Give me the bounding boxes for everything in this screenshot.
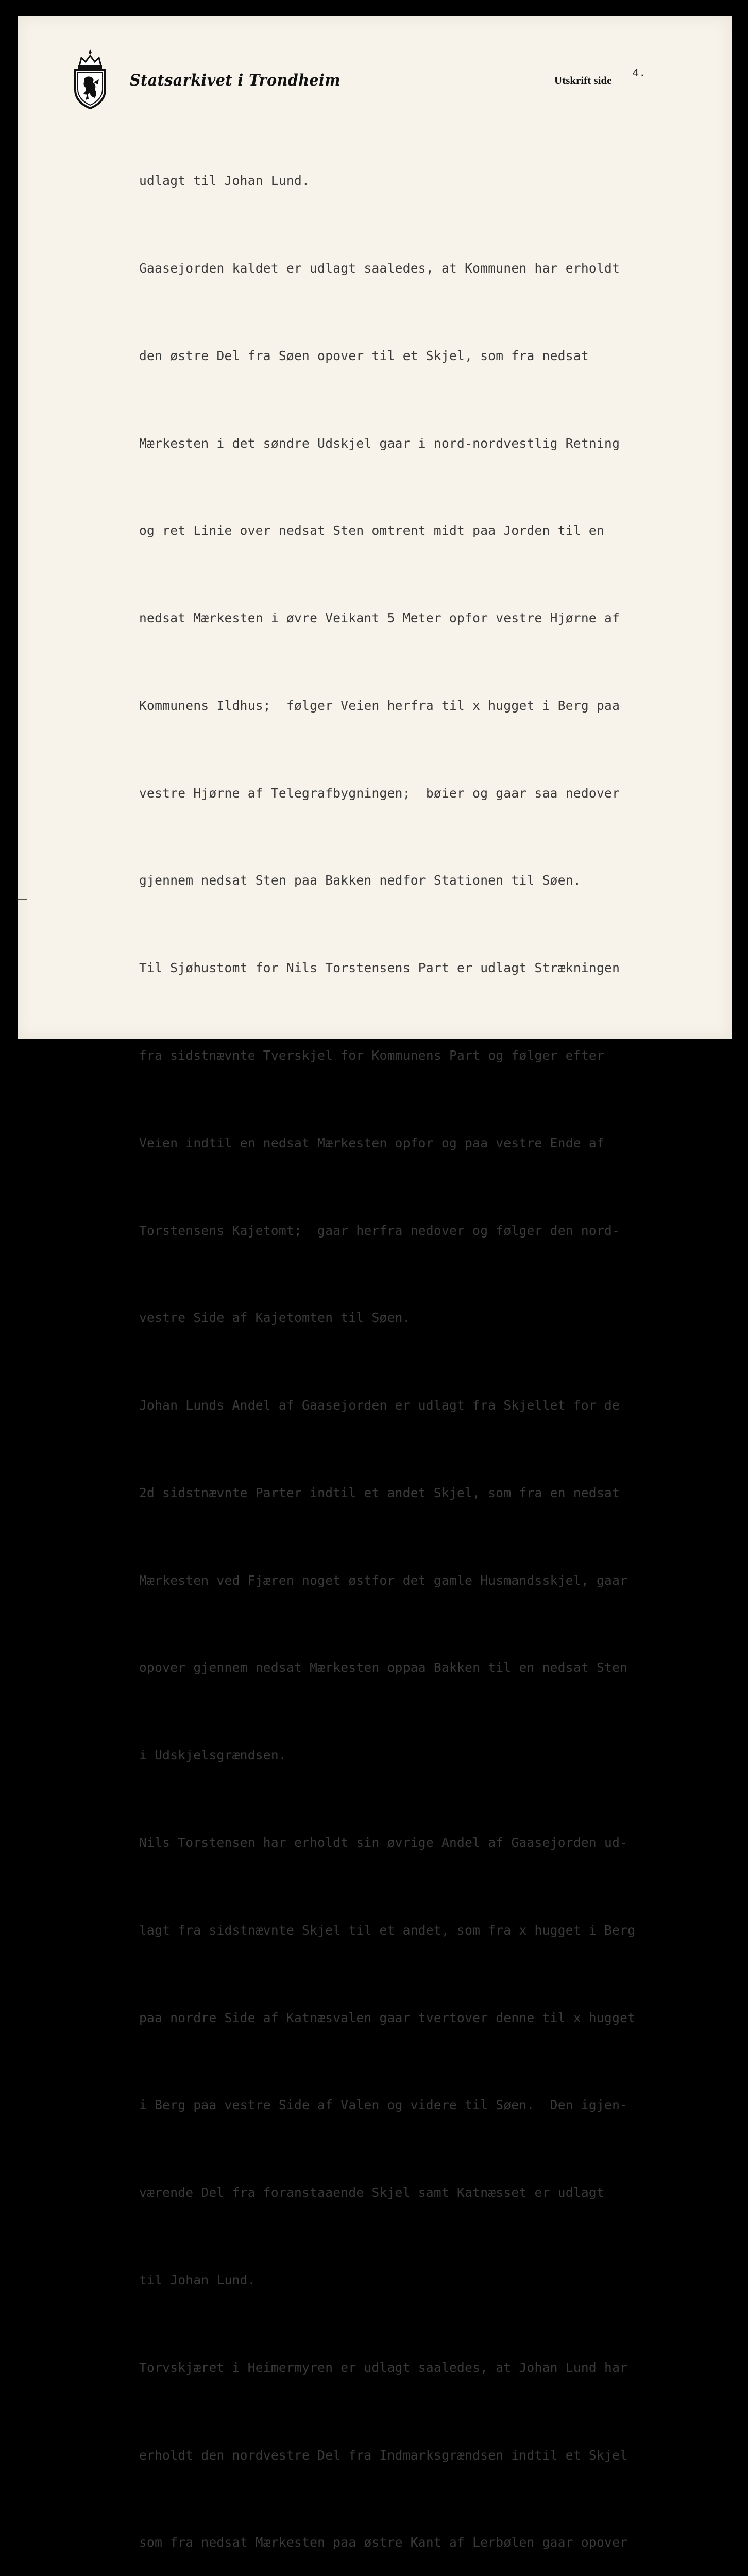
text-line: Veien indtil en nedsat Mærkesten opfor og paa vestre Ende af [139, 1135, 605, 1150]
text-line: Torvskjæret i Heimermyren er udlagt saaledes, at Johan Lund har [139, 2360, 628, 2375]
text-line: gjennem nedsat Sten paa Bakken nedfor Stationen til Søen. [139, 873, 581, 888]
text-line: vestre Side af Kajetomten til Søen. [139, 1310, 411, 1326]
text-line: fra sidstnævnte Tverskjel for Kommunens Part og følger efter [139, 1048, 605, 1063]
archive-name: Statsarkivet i Trondheim [130, 71, 341, 90]
text-line: Mærkesten i det søndre Udskjel gaar i nord-nordvestlig Retning [139, 435, 620, 451]
text-line: opover gjennem nedsat Mærkesten oppaa Bakken til en nedsat Sten [139, 1660, 628, 1675]
text-line: nedsat Mærkesten i øvre Veikant 5 Meter opfor vestre Hjørne af [139, 611, 620, 626]
text-line: udlagt til Johan Lund. [139, 173, 310, 189]
margin-mark [18, 899, 27, 900]
coat-of-arms-icon [72, 48, 108, 110]
text-line: i Udskjelsgrændsen. [139, 1748, 286, 1763]
text-line: i Berg paa vestre Side af Valen og videre til Søen. Den igjen- [139, 2097, 628, 2113]
text-line: værende Del fra foranstaaende Skjel samt Katnæsset er udlagt [139, 2185, 605, 2200]
page-label: Utskrift side [554, 74, 612, 87]
text-line: Johan Lunds Andel af Gaasejorden er udlagt fra Skjellet for de [139, 1398, 620, 1413]
text-line: og ret Linie over nedsat Sten omtrent midt paa Jorden til en [139, 523, 605, 538]
text-line: Mærkesten ved Fjæren noget østfor det gamle Husmandsskjel, gaar [139, 1572, 628, 1588]
text-line: Kommunens Ildhus; følger Veien herfra til x hugget i Berg paa [139, 698, 620, 713]
text-line: Torstensens Kajetomt; gaar herfra nedover og følger den nord- [139, 1223, 620, 1238]
text-line: Til Sjøhustomt for Nils Torstensens Part er udlagt Strækningen [139, 960, 620, 976]
text-line: vestre Hjørne af Telegrafbygningen; bøier og gaar saa nedover [139, 785, 620, 801]
page-number: 4. [632, 67, 646, 80]
document-page [18, 16, 732, 2550]
text-line: som fra nedsat Mærkesten paa østre Kant af Lerbølen gaar opover [139, 2535, 628, 2550]
text-line: Nils Torstensen har erholdt sin øvrige Andel af Gaasejorden ud- [139, 1835, 628, 1851]
text-line: paa nordre Side af Katnæsvalen gaar tvertover denne til x hugget [139, 2010, 636, 2025]
text-line: erholdt den nordvestre Del fra Indmarksgrændsen indtil et Skjel [139, 2447, 628, 2463]
document-body [139, 108, 732, 2576]
text-line: 2d sidstnævnte Parter indtil et andet Skjel, som fra en nedsat [139, 1485, 620, 1500]
text-line: Gaasejorden kaldet er udlagt saaledes, at Kommunen har erholdt [139, 260, 620, 276]
text-line: den østre Del fra Søen opover til et Skjel, som fra nedsat [139, 348, 589, 363]
text-line: lagt fra sidstnævnte Skjel til et andet, som fra x hugget i Berg [139, 1922, 636, 1938]
text-line: til Johan Lund. [139, 2272, 256, 2287]
